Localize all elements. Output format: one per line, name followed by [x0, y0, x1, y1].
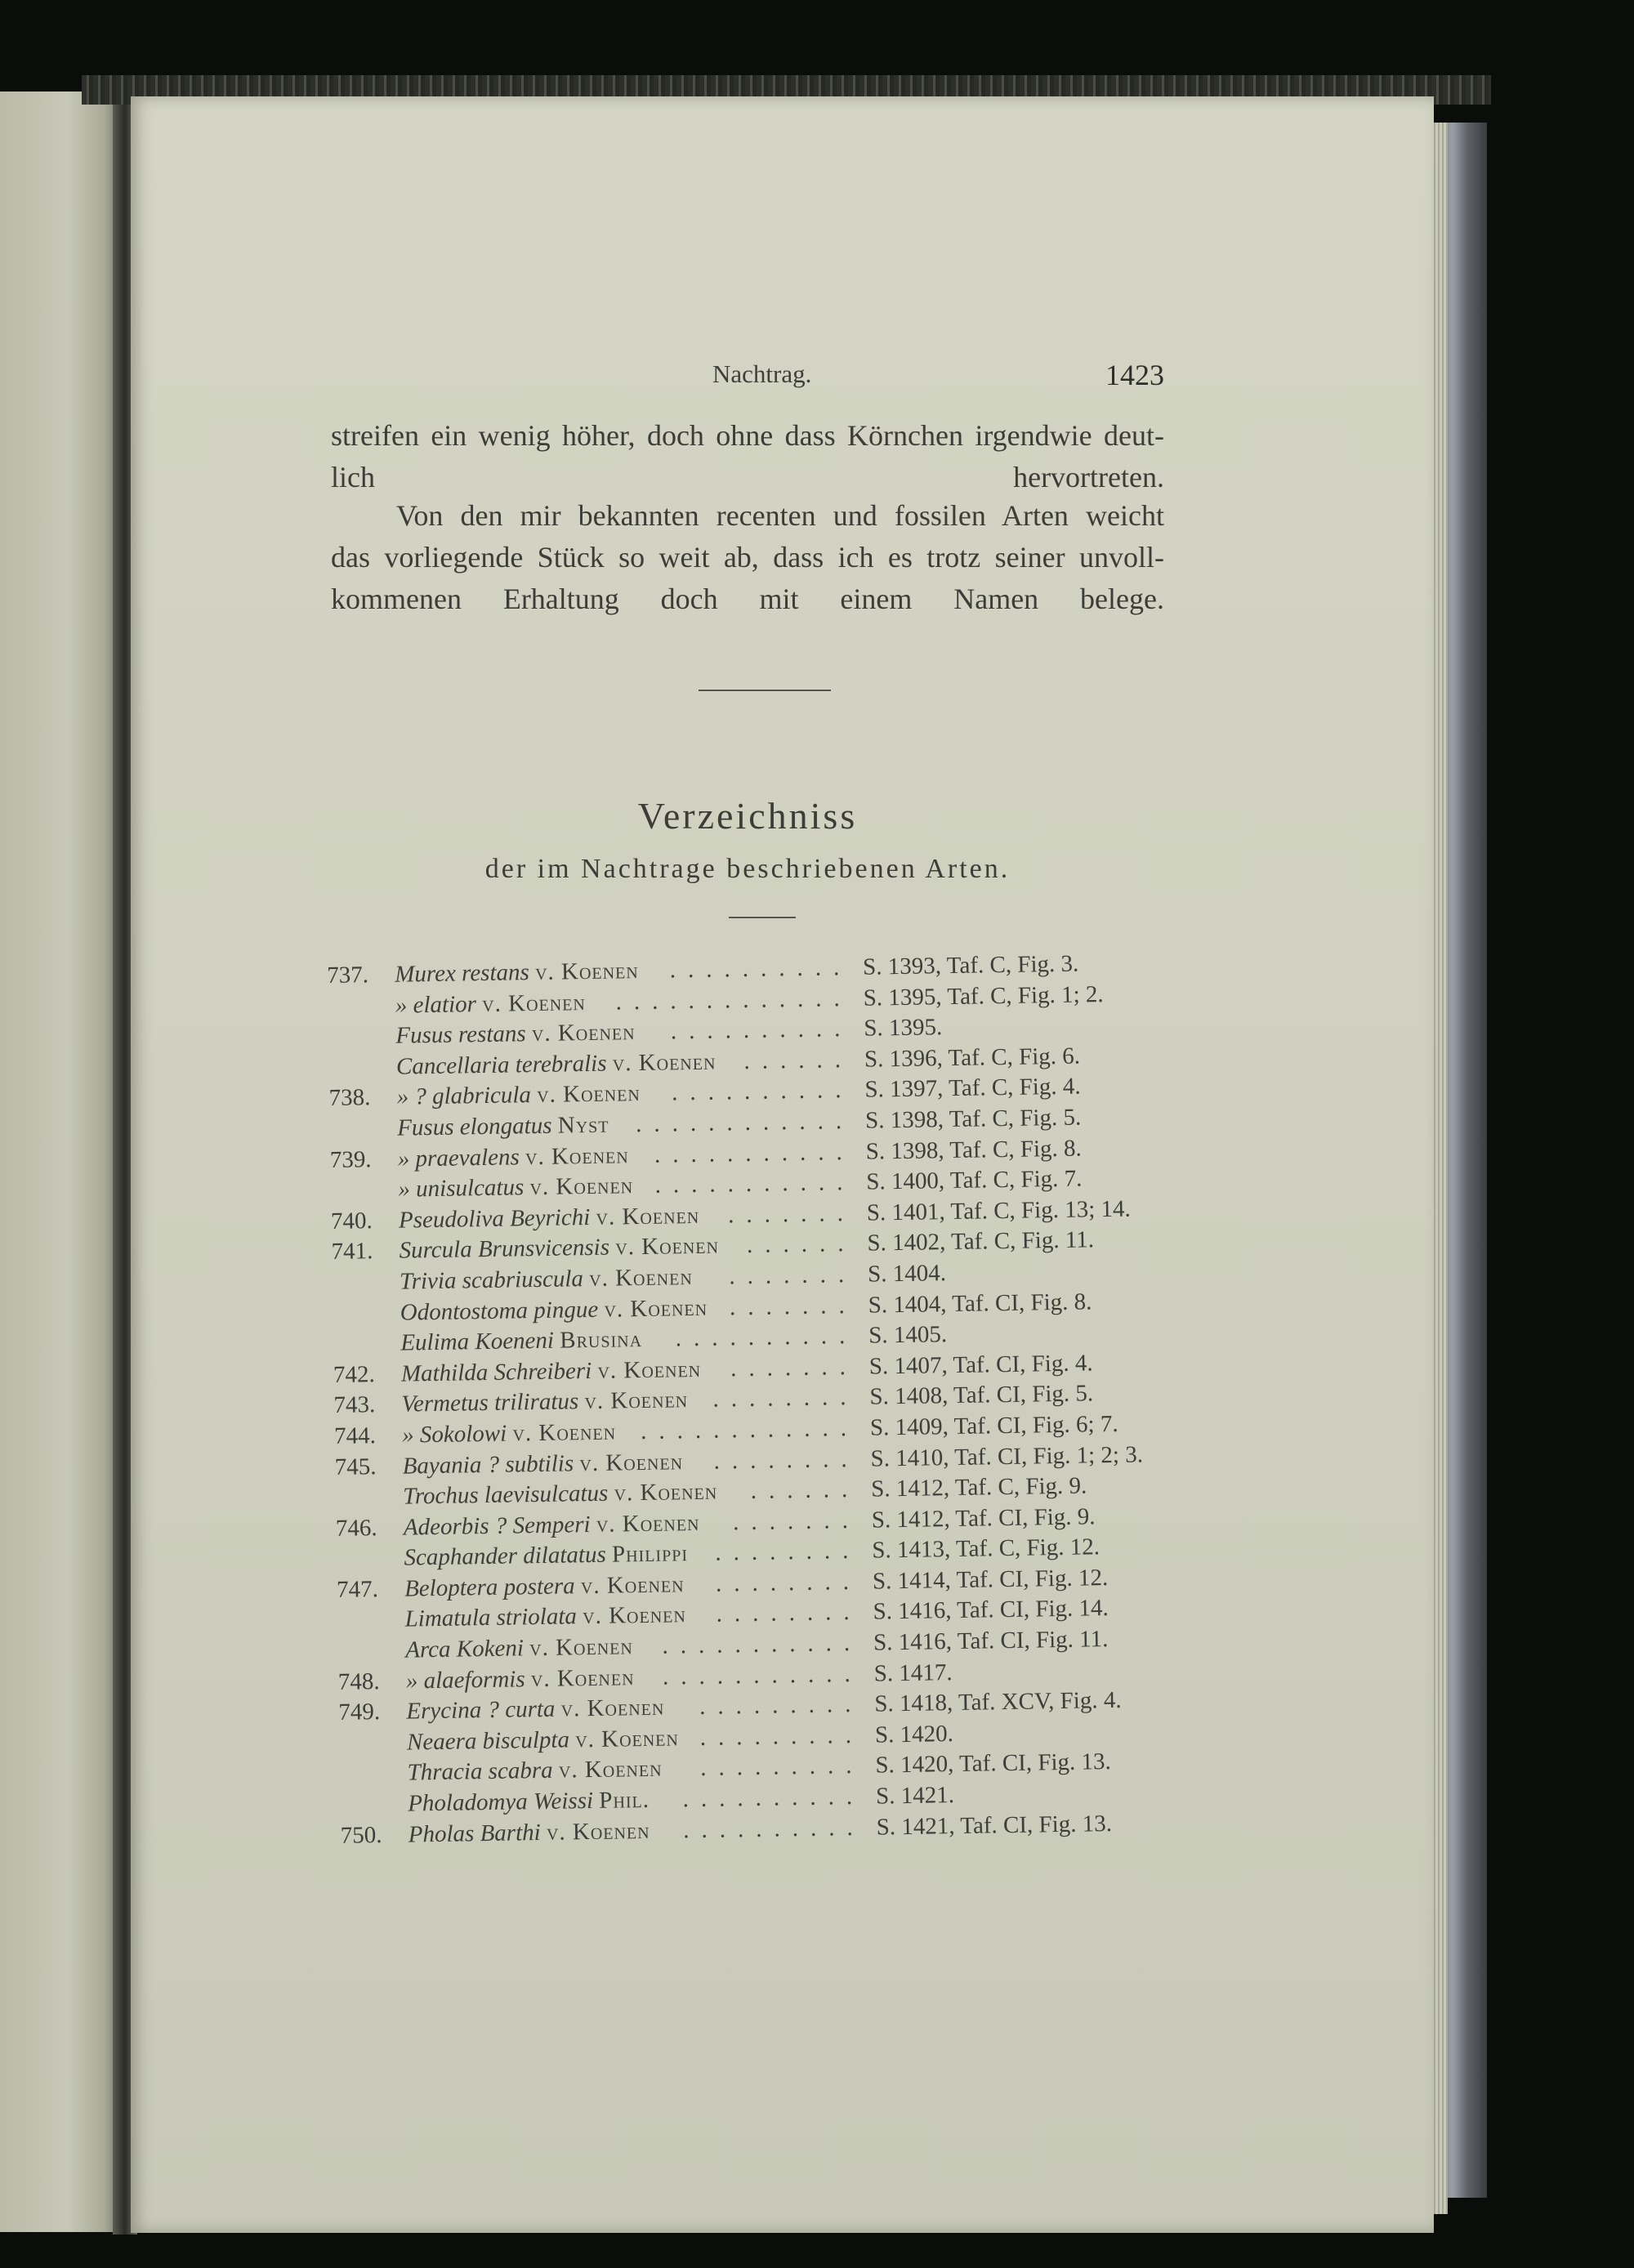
- leader-dots: ........: [715, 1568, 862, 1597]
- entry-number: [339, 1760, 396, 1761]
- entry-reference: S. 1397, Taf. C, Fig. 4.: [864, 1073, 1081, 1104]
- entry-number: 745.: [334, 1453, 377, 1480]
- entry-number: 750.: [340, 1821, 382, 1849]
- leader-dots: ..........: [669, 953, 852, 984]
- leader-dots: .........: [700, 1752, 864, 1782]
- entry-species: [404, 1571, 685, 1602]
- entry-number: 747.: [336, 1575, 379, 1603]
- entry-reference: S. 1396, Taf. C, Fig. 6.: [864, 1042, 1081, 1073]
- species-list: [327, 949, 1190, 1853]
- paragraph-line: kommenen Erhaltung doch mit einem Namen belege.: [331, 583, 1164, 615]
- species-name: » unisulcatus: [398, 1174, 525, 1203]
- entry-number: 742.: [333, 1360, 375, 1388]
- leader-dots: ..........: [670, 1016, 853, 1045]
- entry-number: [328, 992, 385, 993]
- leader-dots: ..........: [671, 1077, 854, 1106]
- leader-dots: .......: [727, 1199, 856, 1229]
- species-author: v. Koenen: [597, 1355, 702, 1384]
- species-name: » Sokolowi: [401, 1420, 507, 1449]
- entry-species: [395, 958, 639, 989]
- entry-number: 749.: [338, 1699, 381, 1726]
- section-divider: [699, 690, 831, 691]
- entry-species: [400, 1294, 708, 1326]
- species-author: v. Koenen: [584, 1386, 689, 1415]
- species-name: Erycina ? curta: [406, 1695, 556, 1725]
- species-author: v. Koenen: [588, 1263, 694, 1292]
- entry-number: 740.: [330, 1207, 373, 1234]
- species-author: Nyst: [557, 1111, 609, 1139]
- heading-rule: [729, 917, 796, 918]
- species-author: v. Koenen: [574, 1725, 680, 1753]
- leader-dots: ........: [716, 1599, 862, 1628]
- leader-dots: ...........: [662, 1660, 864, 1690]
- species-author: v. Koenen: [525, 1141, 629, 1170]
- paragraph-1: [331, 415, 1164, 498]
- entry-species: [396, 1080, 641, 1111]
- entry-number: 743.: [333, 1391, 376, 1419]
- species-author: v. Koenen: [530, 1663, 635, 1692]
- entry-species: [406, 1664, 635, 1694]
- entry-number: [328, 1023, 385, 1024]
- entry-reference: S. 1405.: [868, 1321, 948, 1349]
- species-name: Murex restans: [394, 959, 530, 988]
- entry-reference: S. 1410, Taf. CI, Fig. 1; 2; 3.: [870, 1440, 1144, 1472]
- entry-reference: S. 1416, Taf. CI, Fig. 14.: [873, 1595, 1109, 1626]
- entry-species: [401, 1386, 688, 1418]
- species-name: Scaphander dilatatus: [404, 1542, 606, 1571]
- species-author: v. Koenen: [531, 1019, 636, 1047]
- entry-species: [402, 1418, 616, 1449]
- entry-reference: S. 1402, Taf. C, Fig. 11.: [867, 1226, 1095, 1257]
- entry-species: [399, 1203, 700, 1234]
- entry-number: [333, 1330, 390, 1331]
- entry-reference: S. 1398, Taf. C, Fig. 5.: [864, 1104, 1082, 1134]
- entry-reference: S. 1416, Taf. CI, Fig. 11.: [873, 1626, 1109, 1656]
- entry-number: 737.: [327, 962, 369, 989]
- species-name: » praevalens: [397, 1143, 520, 1172]
- species-name: Limatula striolata: [404, 1603, 578, 1633]
- species-name: Pholadomya Weissi: [407, 1788, 594, 1817]
- entry-reference: S. 1409, Taf. CI, Fig. 6; 7.: [869, 1410, 1118, 1441]
- species-author: v. Koenen: [481, 989, 587, 1017]
- species-name: Vermetus triliratus: [401, 1388, 579, 1418]
- species-author: Phil.: [599, 1786, 650, 1814]
- entry-reference: S. 1404.: [867, 1260, 947, 1288]
- entry-number: 744.: [333, 1422, 377, 1449]
- species-name: Fusus elongatus: [396, 1112, 552, 1141]
- entry-number: [337, 1606, 394, 1607]
- species-name: Odontostoma pingue: [400, 1296, 599, 1326]
- entry-number: 739.: [329, 1145, 372, 1173]
- leader-dots: ............: [635, 1107, 855, 1138]
- species-name: » ? glabricula: [396, 1082, 532, 1111]
- leader-dots: ............: [640, 1414, 859, 1444]
- species-author: v. Koenen: [614, 1478, 718, 1507]
- entry-species: [404, 1510, 700, 1542]
- species-name: Fusus restans: [395, 1020, 526, 1049]
- entry-species: [404, 1602, 686, 1633]
- species-name: Cancellaria terebralis: [395, 1050, 607, 1080]
- paragraph-line: lich hervortreten.: [331, 461, 1164, 493]
- leader-dots: ...........: [654, 1138, 855, 1168]
- index-subheading: der im Nachtrage beschriebenen Arten.: [484, 854, 1011, 884]
- entry-species: [401, 1356, 702, 1388]
- entry-number: [340, 1791, 397, 1792]
- left-page-edge: [0, 92, 123, 2232]
- entry-reference: S. 1393, Taf. C, Fig. 3.: [862, 950, 1079, 980]
- species-author: v. Koenen: [612, 1048, 717, 1077]
- leader-dots: .......: [729, 1292, 857, 1320]
- leader-dots: ........: [715, 1538, 861, 1566]
- species-name: Beloptera postera: [404, 1573, 575, 1602]
- leader-dots: .......: [730, 1353, 859, 1382]
- entry-species: [397, 1112, 609, 1142]
- entry-number: [336, 1545, 393, 1546]
- species-author: v. Koenen: [512, 1418, 617, 1447]
- species-author: v. Koenen: [529, 1172, 634, 1201]
- species-name: Neaera bisculpta: [406, 1726, 570, 1756]
- species-name: » alaeformis: [405, 1665, 525, 1694]
- species-author: v. Koenen: [596, 1202, 700, 1230]
- species-author: v. Koenen: [536, 1080, 641, 1109]
- species-name: Pholas Barthi: [408, 1819, 541, 1848]
- species-author: v. Koenen: [560, 1694, 665, 1722]
- leader-dots: ........: [712, 1384, 859, 1413]
- index-heading: Verzeichniss: [637, 795, 858, 837]
- entry-reference: S. 1395, Taf. C, Fig. 1; 2.: [863, 980, 1104, 1011]
- species-name: Bayania ? subtilis: [402, 1449, 574, 1480]
- entry-reference: S. 1408, Taf. CI, Fig. 5.: [869, 1380, 1094, 1410]
- entry-reference: S. 1412, Taf. C, Fig. 9.: [870, 1472, 1087, 1502]
- entry-species: [404, 1540, 688, 1571]
- entry-number: 741.: [331, 1238, 373, 1266]
- entry-number: 746.: [335, 1514, 377, 1542]
- species-name: Thracia scabra: [407, 1757, 553, 1787]
- entry-reference: S. 1400, Taf. C, Fig. 7.: [866, 1165, 1083, 1195]
- leader-dots: ...........: [654, 1169, 855, 1199]
- entry-reference: S. 1407, Taf. CI, Fig. 4.: [868, 1350, 1093, 1380]
- entry-reference: S. 1418, Taf. XCV, Fig. 4.: [874, 1687, 1122, 1717]
- entry-species: [395, 1019, 636, 1050]
- entry-reference: S. 1417.: [873, 1659, 953, 1687]
- leader-dots: .........: [699, 1691, 864, 1721]
- paragraph-line: das vorliegende Stück so weit ab, dass ich es trotz seiner unvoll-: [331, 541, 1164, 574]
- entry-reference: S. 1421, Taf. CI, Fig. 13.: [876, 1810, 1113, 1841]
- paragraph-2: [331, 495, 1164, 620]
- species-name: » elatior: [395, 990, 477, 1019]
- species-author: v. Koenen: [580, 1571, 685, 1600]
- entry-number: [332, 1299, 389, 1300]
- species-author: v. Koenen: [558, 1756, 663, 1784]
- species-author: Philippi: [611, 1540, 689, 1568]
- entry-reference: S. 1412, Taf. CI, Fig. 9.: [871, 1502, 1096, 1534]
- species-name: Adeorbis ? Semperi: [403, 1511, 591, 1541]
- entry-number: [329, 1115, 386, 1116]
- leader-dots: ......: [746, 1230, 856, 1259]
- species-name: Pseudoliva Beyrichi: [398, 1203, 591, 1234]
- entry-species: [395, 989, 586, 1020]
- entry-reference: S. 1413, Taf. C, Fig. 12.: [872, 1534, 1100, 1564]
- entry-species: [398, 1172, 633, 1203]
- entry-species: [406, 1694, 664, 1726]
- entry-species: [398, 1142, 629, 1172]
- entry-species: [408, 1818, 650, 1849]
- paragraph-line: Von den mir bekannten recenten und fossilen Arten weicht: [396, 499, 1164, 532]
- species-author: v. Koenen: [582, 1601, 687, 1630]
- entry-species: [405, 1633, 633, 1663]
- entry-number: 748.: [337, 1668, 380, 1695]
- entry-reference: S. 1398, Taf. C, Fig. 8.: [865, 1135, 1083, 1165]
- leader-dots: ..........: [675, 1322, 858, 1352]
- entry-number: [337, 1637, 395, 1638]
- entry-species: [402, 1449, 683, 1480]
- entry-number: [332, 1269, 389, 1270]
- leader-dots: .......: [729, 1261, 857, 1290]
- entry-number: 738.: [328, 1084, 371, 1112]
- entry-species: [400, 1326, 642, 1357]
- entry-species: [407, 1756, 662, 1787]
- species-name: Mathilda Schreiberi: [400, 1357, 592, 1387]
- species-author: v. Koenen: [529, 1633, 634, 1662]
- entry-reference: S. 1420.: [874, 1720, 954, 1748]
- entry-reference: S. 1421.: [875, 1782, 955, 1810]
- entry-reference: S. 1404, Taf. CI, Fig. 8.: [868, 1288, 1092, 1319]
- entry-species: [407, 1725, 679, 1756]
- species-name: Trochus laevisulcatus: [403, 1480, 609, 1510]
- species-author: v. Koenen: [534, 958, 639, 985]
- species-author: v. Koenen: [604, 1294, 708, 1323]
- entry-species: [396, 1048, 717, 1080]
- entry-species: [403, 1479, 717, 1511]
- entry-species: [408, 1787, 650, 1818]
- species-name: Surcula Brunsvicensis: [399, 1234, 610, 1264]
- entry-number: [328, 1054, 386, 1055]
- entry-species: [400, 1264, 693, 1296]
- paragraph-line: streifen ein wenig höher, doch ohne dass Körnchen irgendwie deut-: [331, 419, 1164, 452]
- entry-reference: S. 1420, Taf. CI, Fig. 13.: [875, 1748, 1112, 1779]
- species-name: Trivia scabriuscula: [399, 1266, 584, 1295]
- entry-species: [399, 1233, 719, 1265]
- leader-dots: .............: [615, 984, 853, 1016]
- entry-number: [330, 1176, 387, 1177]
- leader-dots: ...........: [662, 1629, 863, 1659]
- entry-reference: S. 1414, Taf. CI, Fig. 12.: [872, 1564, 1109, 1595]
- leader-dots: ........: [713, 1445, 859, 1475]
- leader-dots: ......: [750, 1476, 860, 1505]
- leader-dots: .........: [699, 1721, 864, 1751]
- species-author: v. Koenen: [546, 1817, 650, 1846]
- page-number: 1423: [1105, 359, 1164, 391]
- species-author: v. Koenen: [596, 1509, 700, 1538]
- entry-reference: S. 1395.: [864, 1014, 943, 1042]
- species-author: v. Koenen: [579, 1448, 684, 1476]
- leader-dots: ......: [743, 1046, 854, 1074]
- species-name: Arca Kokeni: [404, 1635, 525, 1663]
- species-author: Brusina: [559, 1326, 643, 1354]
- leader-dots: .......: [732, 1507, 861, 1535]
- running-title: Nachtrag.: [712, 359, 812, 388]
- leader-dots: ..........: [682, 1783, 865, 1813]
- species-name: Eulima Koeneni: [400, 1327, 555, 1356]
- species-author: v. Koenen: [615, 1232, 720, 1261]
- entry-reference: S. 1401, Taf. C, Fig. 13; 14.: [866, 1195, 1132, 1226]
- leader-dots: ..........: [682, 1814, 865, 1843]
